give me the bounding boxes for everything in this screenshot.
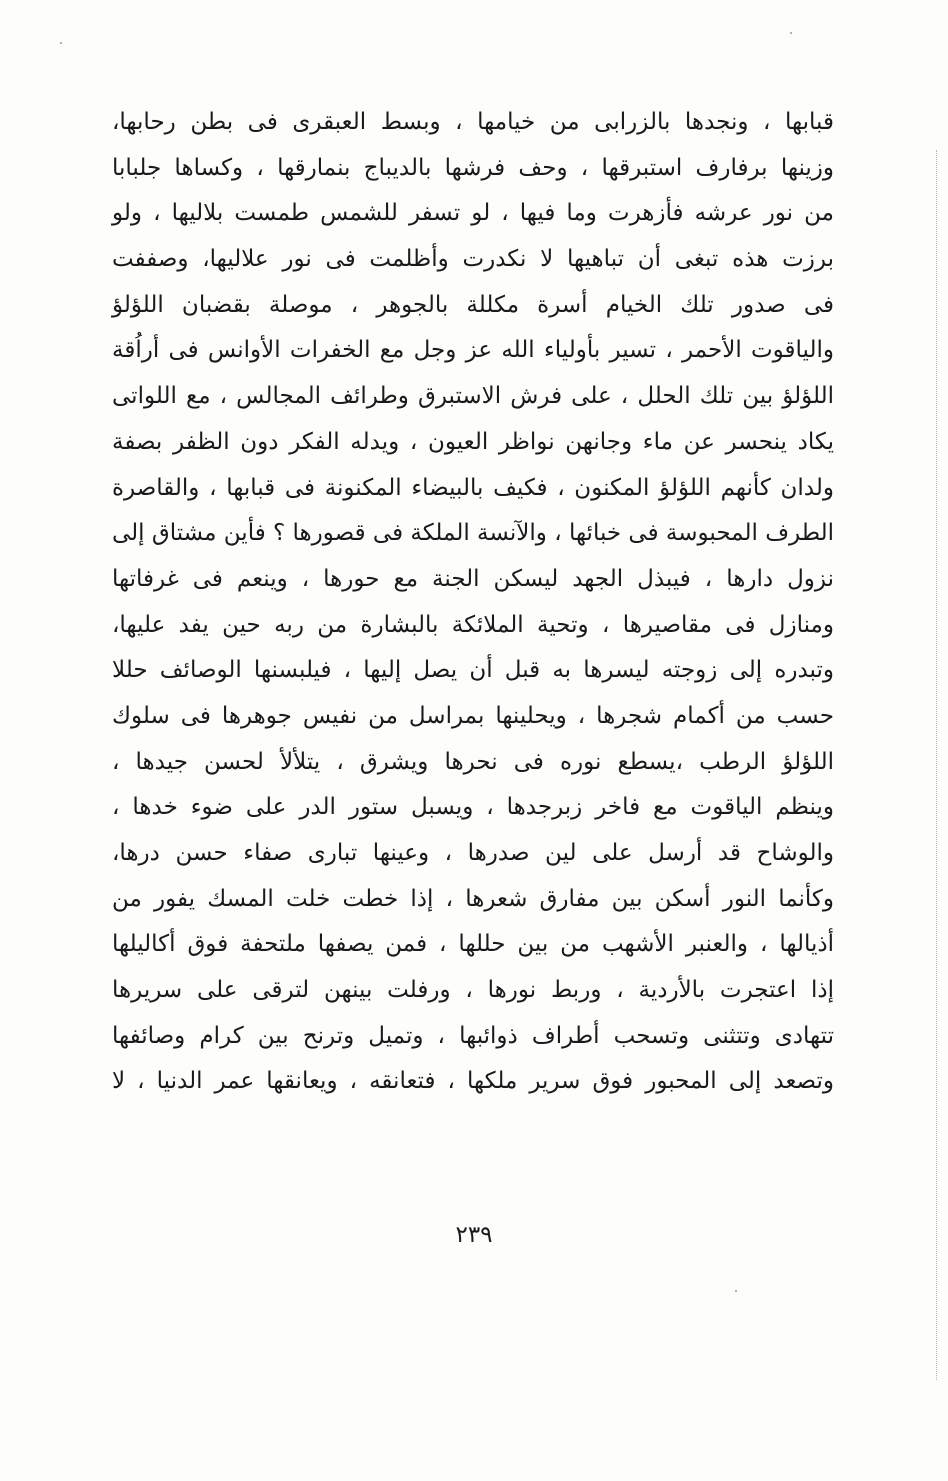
text-line: من نور عرشه فأزهرت وما فيها ، لو تسفر للشمس طمست بلاليها ، ولو — [112, 200, 834, 227]
scan-speck — [735, 1290, 737, 1292]
text-line: وزينها برفارف استبرقها ، وحف فرشها بالديباج بنمارقها ، وكساها جلبابا — [112, 154, 834, 181]
text-line: وتبدره إلى زوجته ليسرها به قبل أن يصل إليها ، فيلبسنها الوصائف حللا — [112, 657, 834, 684]
text-line: والياقوت الأحمر ، تسير بأولياء الله عز وجل مع الخفرات الأوانس فى أراُقة — [112, 337, 834, 364]
text-line: اللؤلؤ الرطب ،يسطع نوره فى نحرها ويشرق ، يتلألأ لحسن جيدها ، — [112, 748, 834, 775]
text-line: نزول دارها ، فيبذل الجهد ليسكن الجنة مع حورها ، وينعم فى غرفاتها — [112, 565, 834, 592]
text-line: برزت هذه تبغى أن تباهيها لا نكدرت وأظلمت فى نور علاليها، وصففت — [112, 246, 834, 273]
text-line: ولدان كأنهم اللؤلؤ المكنون ، فكيف بالبيضاء المكنونة فى قبابها ، والقاصرة — [112, 474, 834, 501]
body-text — [112, 100, 834, 1105]
text-line: حسب من أكمام شجرها ، ويحلينها بمراسل من نفيس جوهرها فى سلوك — [112, 702, 834, 729]
text-line: والوشاح قد أرسل على لين صدرها ، وعينها تبارى صفاء حسن درها، — [112, 840, 834, 866]
text-line: تتهادى وتتثنى وتسحب أطراف ذوائبها ، وتميل وترنح بين كرام وصائفها — [112, 1022, 834, 1049]
text-line: فى صدور تلك الخيام أسرة مكللة بالجوهر ، موصلة بقضبان اللؤلؤ — [112, 291, 834, 318]
text-line: أذيالها ، والعنبر الأشهب من بين حللها ، فمن يصفها ملتحفة فوق أكاليلها — [112, 931, 834, 958]
text-line: ومنازل فى مقاصيرها ، وتحية الملائكة بالبشارة من ربه حين يفد عليها، — [112, 611, 834, 638]
scan-speck — [790, 32, 792, 34]
scan-speck — [60, 42, 62, 44]
text-line: يكاد ينحسر عن ماء وجانهن نواظر العيون ، ويدله الفكر دون الظفر بصفة — [112, 428, 834, 455]
text-line: إذا اعتجرت بالأردية ، وربط نورها ، ورفلت بينهن لترقى على سريرها — [112, 977, 834, 1004]
text-line: قبابها ، ونجدها بالزرابى من خيامها ، وبسط العبقرى فى بطن رحابها، — [112, 109, 834, 135]
page-edge-rule — [936, 150, 937, 1380]
text-line: اللؤلؤ بين تلك الحلل ، على فرش الاستبرق وطرائف المجالس ، مع اللواتى — [112, 383, 834, 410]
text-line: الطرف المحبوسة فى خبائها ، والآنسة الملكة فى قصورها ؟ فأين مشتاق إلى — [111, 520, 834, 547]
page-number: ٢٣٩ — [455, 1222, 493, 1248]
text-line: وكأنما النور أسكن بين مفارق شعرها ، إذا خطت خلت المسك يفور من — [112, 885, 834, 912]
text-line: وينظم الياقوت مع فاخر زبرجدها ، ويسبل ستور الدر على ضوء خدها ، — [112, 794, 834, 821]
text-line: وتصعد إلى المحبور فوق سرير ملكها ، فتعانقه ، ويعانقها عمر الدنيا ، لا — [112, 1068, 834, 1095]
